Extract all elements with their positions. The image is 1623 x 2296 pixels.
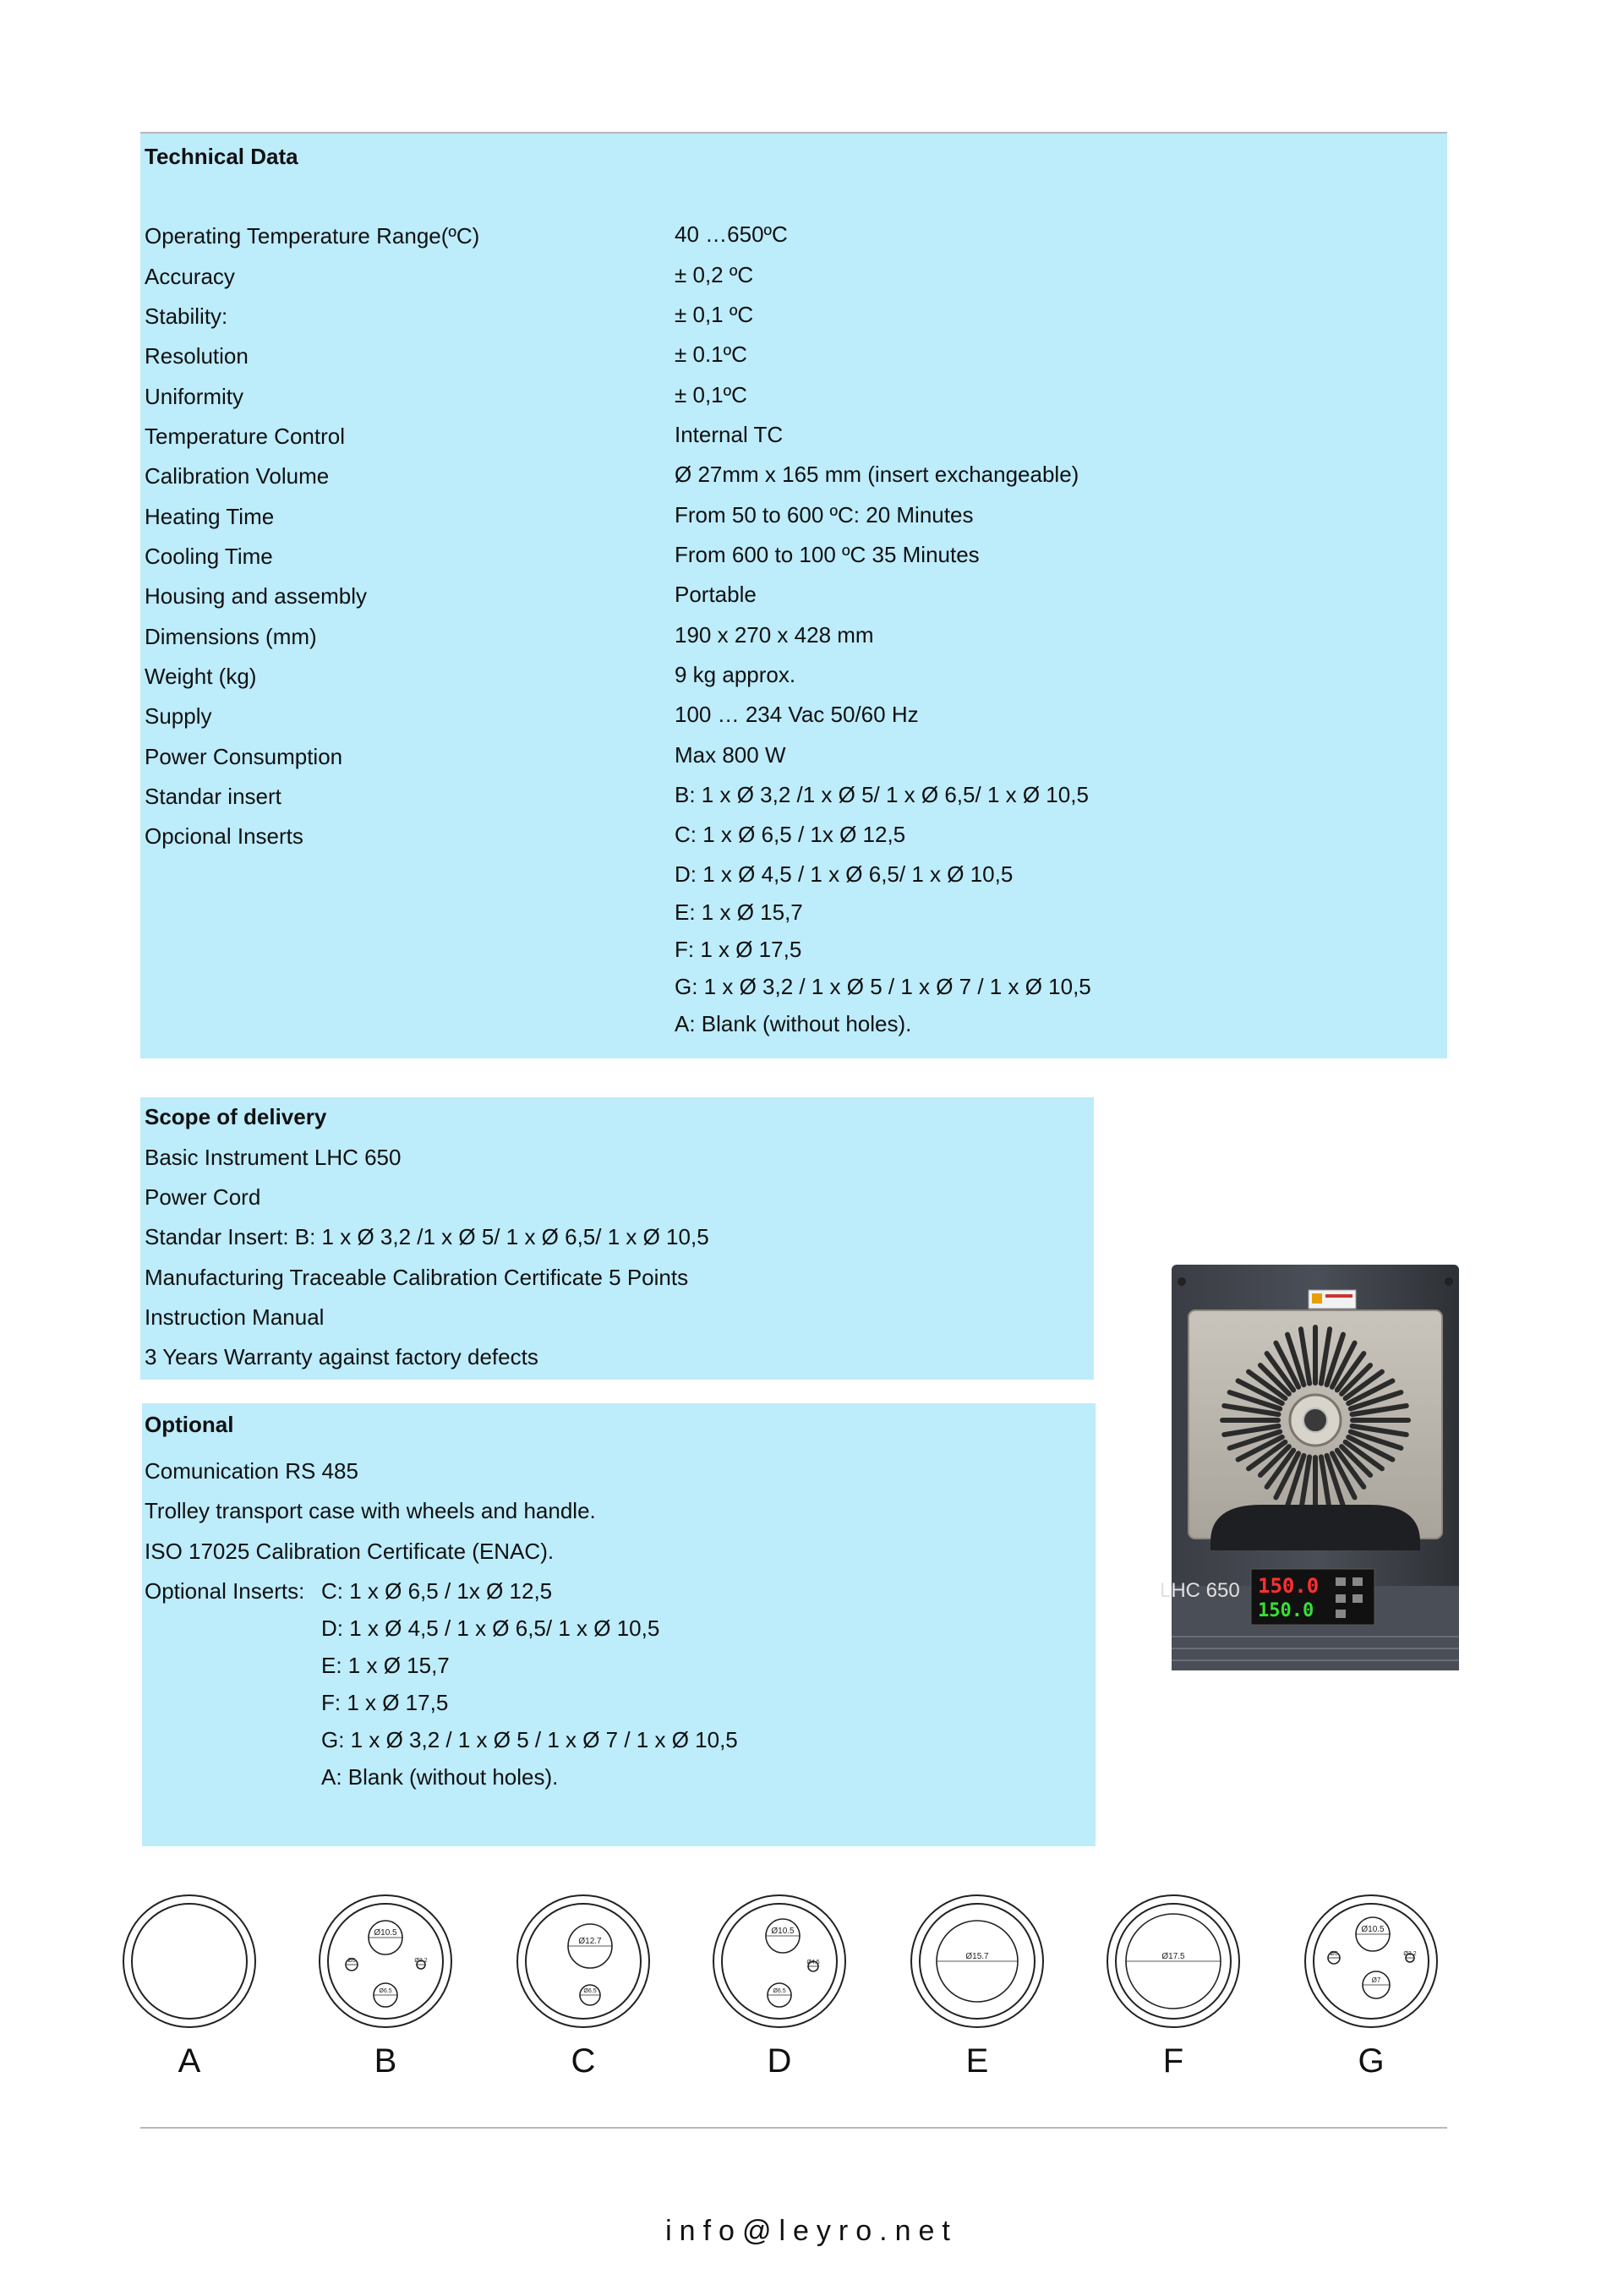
insert-letter-c: C [571, 2042, 596, 2080]
scope-item: Manufacturing Traceable Calibration Certificate 5 Points [145, 1265, 689, 1290]
spec-label: Uniformity [145, 384, 244, 409]
insert-letter-e: E [965, 2042, 989, 2080]
product-model-label: LHC 650 [1160, 1579, 1240, 1602]
hole-label: Ø3.2 [414, 1958, 428, 1964]
insert-c [517, 1895, 649, 2027]
optional-insert: F: 1 x Ø 17,5 [321, 1690, 449, 1715]
hole-label: Ø12.7 [578, 1937, 602, 1946]
hole-label: Ø3.2 [1403, 1951, 1417, 1957]
optional-insert: D: 1 x Ø 4,5 / 1 x Ø 6,5/ 1 x Ø 10,5 [321, 1615, 660, 1641]
display-pv: 150.0 [1258, 1574, 1320, 1598]
scope-item: Instruction Manual [145, 1304, 325, 1330]
hole-label: Ø6.5 [379, 1988, 392, 1994]
spec-value: 40 …650ºC [675, 221, 788, 247]
spec-value: E: 1 x Ø 15,7 [675, 899, 803, 925]
spec-label: Standar insert [145, 784, 281, 809]
hole-label: Ø10.5 [374, 1928, 397, 1938]
spec-label: Resolution [145, 343, 249, 369]
hole-label: Ø7 [1371, 1976, 1381, 1984]
insert-letter-a: A [178, 2042, 201, 2080]
insert-a [123, 1895, 255, 2027]
hole-label: Ø4.5 [806, 1960, 820, 1965]
scope-item: Standar Insert: B: 1 x Ø 3,2 /1 x Ø 5/ 1 x Ø 6,5/ 1 x Ø 10,5 [145, 1224, 709, 1249]
spec-label: Opcional Inserts [145, 823, 303, 849]
hole-label: Ø10.5 [771, 1927, 795, 1936]
optional-insert: A: Blank (without holes). [321, 1764, 559, 1790]
spec-value: From 600 to 100 ºC 35 Minutes [675, 542, 980, 567]
optional-insert: C: 1 x Ø 6,5 / 1x Ø 12,5 [321, 1578, 553, 1604]
hole-label: Ø5 [347, 1958, 356, 1964]
insert-letter-g: G [1358, 2042, 1385, 2080]
spec-label: Cooling Time [145, 544, 273, 569]
hole-label: Ø6.5 [773, 1988, 786, 1994]
spec-value: Portable [675, 582, 757, 607]
insert-diagrams [0, 1877, 1623, 2096]
optional-item: Trolley transport case with wheels and handle. [145, 1498, 596, 1523]
spec-value: Ø 27mm x 165 mm (insert exchangeable) [675, 462, 1079, 487]
spec-label: Dimensions (mm) [145, 624, 317, 649]
optional-item: Comunication RS 485 [145, 1458, 358, 1484]
spec-label: Housing and assembly [145, 583, 368, 609]
spec-label: Heating Time [145, 504, 275, 529]
bottom-rule [140, 2127, 1447, 2129]
spec-label: Operating Temperature Range(ºC) [145, 223, 480, 249]
spec-value: ± 0,2 ºC [675, 262, 754, 287]
spec-label: Weight (kg) [145, 664, 257, 689]
spec-value: 190 x 270 x 428 mm [675, 622, 874, 648]
scope-item: Power Cord [145, 1184, 261, 1210]
scope-item: Basic Instrument LHC 650 [145, 1145, 402, 1170]
spec-label: Temperature Control [145, 424, 345, 449]
spec-value: C: 1 x Ø 6,5 / 1x Ø 12,5 [675, 822, 906, 847]
insert-f [1107, 1895, 1239, 2027]
spec-value: 9 kg approx. [675, 662, 796, 687]
insert-d [713, 1895, 845, 2027]
hole-label: Ø6.5 [583, 1988, 597, 1994]
spec-value: ± 0,1ºC [675, 382, 747, 407]
spec-value: From 50 to 600 ºC: 20 Minutes [675, 502, 974, 528]
hole-label: Ø5 [1330, 1951, 1338, 1957]
spec-value: ± 0,1 ºC [675, 302, 754, 327]
spec-label: Calibration Volume [145, 463, 330, 489]
spec-label: Power Consumption [145, 744, 343, 769]
spec-value: G: 1 x Ø 3,2 / 1 x Ø 5 / 1 x Ø 7 / 1 x Ø 10,5 [675, 974, 1091, 999]
optional-inserts-label: Optional Inserts: [145, 1578, 305, 1604]
spec-value: Max 800 W [675, 742, 786, 768]
hole-label: Ø10.5 [1361, 1925, 1385, 1934]
insert-e [911, 1895, 1043, 2027]
optional-insert: G: 1 x Ø 3,2 / 1 x Ø 5 / 1 x Ø 7 / 1 x Ø 10,5 [321, 1727, 738, 1752]
spec-value: F: 1 x Ø 17,5 [675, 937, 802, 962]
spec-value: Internal TC [675, 422, 784, 447]
hole-label: Ø15.7 [965, 1952, 989, 1961]
hole-label: Ø17.5 [1161, 1952, 1185, 1961]
spec-value: A: Blank (without holes). [675, 1011, 912, 1036]
spec-value: 100 … 234 Vac 50/60 Hz [675, 702, 919, 727]
spec-label: Supply [145, 703, 212, 729]
technical-data-heading: Technical Data [145, 144, 298, 169]
product-image [1151, 1255, 1498, 1686]
spec-value: ± 0.1ºC [675, 342, 747, 367]
footer-email: info@leyro.net [665, 2215, 958, 2247]
insert-letter-f: F [1162, 2042, 1184, 2080]
optional-item: ISO 17025 Calibration Certificate (ENAC). [145, 1539, 555, 1564]
insert-letter-d: D [767, 2042, 792, 2080]
spec-value: B: 1 x Ø 3,2 /1 x Ø 5/ 1 x Ø 6,5/ 1 x Ø 10,5 [675, 782, 1089, 807]
spec-label: Stability: [145, 303, 228, 329]
scope-heading: Scope of delivery [145, 1104, 327, 1129]
optional-insert: E: 1 x Ø 15,7 [321, 1653, 450, 1678]
insert-letter-b: B [374, 2042, 397, 2080]
optional-heading: Optional [145, 1412, 234, 1437]
scope-item: 3 Years Warranty against factory defects [145, 1344, 538, 1369]
insert-g [1305, 1895, 1437, 2027]
spec-value: D: 1 x Ø 4,5 / 1 x Ø 6,5/ 1 x Ø 10,5 [675, 861, 1014, 887]
display-sv: 150.0 [1258, 1600, 1314, 1621]
insert-b [320, 1895, 451, 2027]
spec-label: Accuracy [145, 264, 235, 289]
